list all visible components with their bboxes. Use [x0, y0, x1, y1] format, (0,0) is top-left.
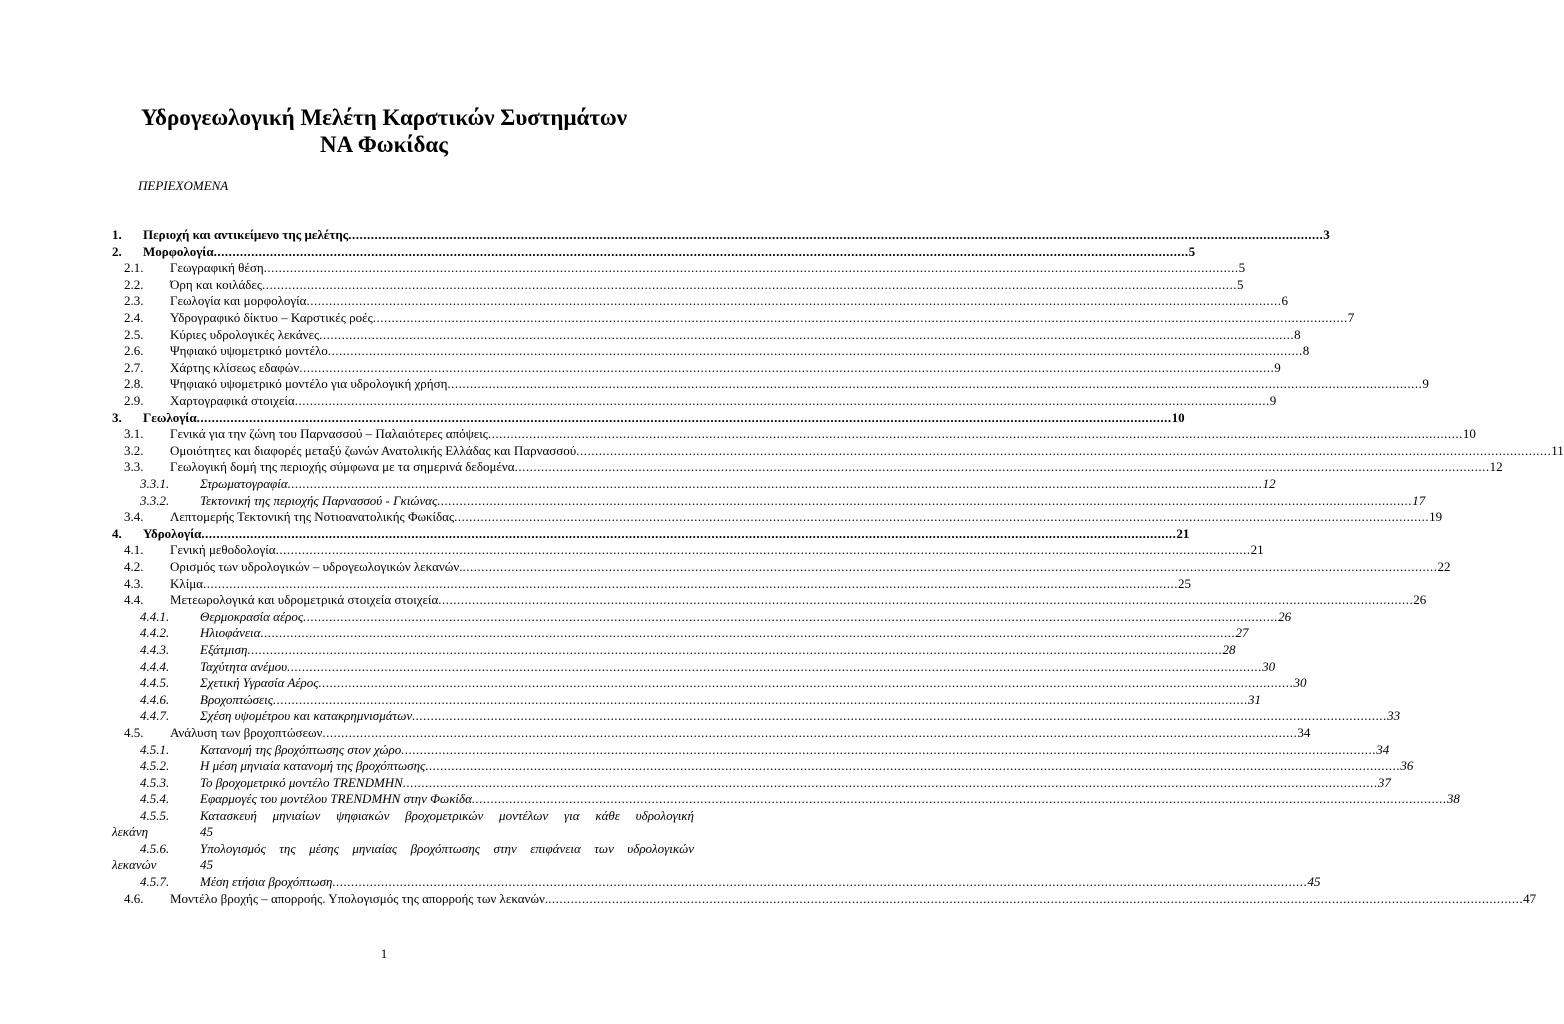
toc-entry[interactable]	[0, 658, 1276, 675]
dot-leader: ....................................................................................................................................................................................................................................................................	[348, 227, 1324, 242]
toc-entry-page: 12	[1262, 476, 1276, 491]
toc-entry-title: Χαρτογραφικά στοιχεία	[170, 393, 295, 408]
toc-entry[interactable]	[0, 758, 1414, 774]
toc-entry-title: Γενική μεθοδολογία	[170, 542, 276, 558]
toc-entry-title: Υδρολογία	[143, 525, 202, 541]
toc-entry-title: Περιοχή και αντικείμενο της μελέτης	[143, 227, 349, 242]
toc-entry-number: 2.	[112, 243, 122, 259]
toc-entry-number: 2.9.	[124, 393, 144, 408]
toc-entry[interactable]	[0, 376, 1429, 392]
toc-entry-title: Γεωλογία και μορφολογία	[170, 293, 307, 309]
dot-leader: ....................................................................................................................................................................................................................................................................	[402, 774, 1378, 790]
toc-entry[interactable]	[0, 426, 1476, 442]
toc-entry[interactable]	[0, 691, 1262, 708]
toc-entry[interactable]	[0, 293, 1288, 309]
toc-entry-title: Στρωματογραφία	[200, 476, 288, 491]
toc-entry-number: 4.4.2.	[140, 625, 170, 641]
toc-entry[interactable]	[0, 409, 1185, 426]
toc-entry-page: 5	[1237, 276, 1244, 292]
toc-entry[interactable]	[0, 559, 1451, 575]
toc-entry-page: 5	[1238, 260, 1246, 276]
toc-entry-page: 10	[1462, 426, 1476, 442]
toc-entry-number: 4.4.6.	[140, 691, 170, 707]
toc-entry-wrapped[interactable]	[0, 808, 768, 841]
toc-entry-page: 22	[1437, 559, 1451, 574]
toc-entry-page: 36	[1400, 758, 1414, 774]
dot-leader: ....................................................................................................................................................................................................................................................................	[372, 310, 1348, 325]
toc-entry-number: 4.2.	[124, 559, 144, 574]
dot-leader: ....................................................................................................................................................................................................................................................................	[471, 791, 1447, 807]
toc-entry-title: Εφαρμογές του μοντέλου TRENDMHN στην Φωκίδα	[200, 791, 472, 807]
toc-entry-number: 4.4.3.	[140, 642, 170, 657]
toc-entry-number: 3.1.	[124, 426, 144, 442]
toc-entry-number: 2.1.	[124, 260, 144, 276]
toc-entry[interactable]	[0, 442, 1564, 459]
toc-entry-number: 4.5.6.	[140, 841, 170, 857]
toc-entry-title: Όρη και κοιλάδες	[170, 276, 263, 292]
toc-entry-number: 2.6.	[124, 343, 144, 359]
toc-entry-page: 30	[1262, 658, 1276, 674]
toc-entry-title: Ψηφιακό υψομετρικό μοντέλο για υδρολογική χρήση	[170, 376, 448, 392]
toc-entry[interactable]	[0, 359, 1281, 376]
toc-entry-page: 12	[1489, 459, 1503, 475]
toc-entry-number: 4.	[112, 525, 122, 541]
toc-entry-number: 4.4.	[124, 592, 144, 608]
toc-entry[interactable]	[0, 243, 1196, 260]
toc-entry-page: 34	[1376, 741, 1390, 757]
toc-entry-title: Ανάλυση των βροχοπτώσεων	[170, 725, 323, 740]
dot-leader: ....................................................................................................................................................................................................................................................................	[332, 874, 1308, 890]
toc-entry-page: 30	[1293, 675, 1307, 691]
toc-entry-number: 3.	[112, 409, 122, 425]
toc-entry-title: Κύριες υδρολογικές λεκάνες	[170, 326, 320, 342]
toc-entry-number: 3.3.2.	[140, 492, 170, 508]
toc-entry-number: 4.3.	[124, 575, 144, 591]
toc-entry-page: 33	[1387, 708, 1401, 724]
toc-entry[interactable]	[0, 774, 1391, 791]
toc-entry-title: Γεωλογία	[143, 409, 197, 425]
toc-entry[interactable]	[0, 393, 1277, 409]
toc-entry-title: Κατασκευή μηνιαίων ψηφιακών βροχομετρικών μοντέλων για κάθε υδρολογική	[200, 808, 694, 823]
dot-leader: ....................................................................................................................................................................................................................................................................	[327, 343, 1303, 359]
toc-entry-page: 9	[1269, 393, 1277, 408]
toc-entry-number: 4.4.4.	[140, 658, 170, 674]
toc-entry-title-continuation: λεκανών	[112, 857, 157, 873]
dot-leader: ....................................................................................................................................................................................................................................................................	[303, 608, 1279, 624]
dot-leader: ....................................................................................................................................................................................................................................................................	[196, 409, 1172, 425]
toc-entry-number: 1.	[112, 227, 122, 242]
toc-entry-page: 9	[1274, 359, 1281, 375]
dot-leader: ....................................................................................................................................................................................................................................................................	[447, 376, 1423, 392]
toc-entry-page: 47	[1523, 891, 1537, 906]
toc-entry-title: Σχέση υψομέτρου και κατακρημνισμάτων	[200, 708, 413, 724]
toc-entry-title: Βροχοπτώσεις	[200, 691, 274, 707]
dot-leader: ....................................................................................................................................................................................................................................................................	[514, 459, 1490, 475]
dot-leader: ....................................................................................................................................................................................................................................................................	[548, 891, 1524, 906]
toc-entry[interactable]	[0, 509, 1443, 525]
dot-leader: ....................................................................................................................................................................................................................................................................	[287, 658, 1263, 674]
toc-entry-page: 9	[1422, 376, 1429, 392]
dot-leader: ....................................................................................................................................................................................................................................................................	[576, 442, 1552, 458]
toc-entry-number: 4.4.5.	[140, 675, 170, 691]
toc-entry-title: Γενικά για την ζώνη του Παρνασσού – Παλαιότερες απόψεις	[170, 426, 488, 442]
toc-entry-title: Κατανομή της βροχόπτωσης στον χώρο	[200, 741, 402, 757]
toc-entry-title: Γεωλογική δομή της περιοχής σύμφωνα με τα σημερινά δεδομένα	[170, 459, 515, 475]
toc-entry-wrapped[interactable]	[0, 841, 768, 874]
toc-entry-number: 4.5.2.	[140, 758, 170, 774]
toc-entry[interactable]	[0, 343, 1310, 359]
toc-entry-page: 8	[1302, 343, 1310, 359]
toc-entry-title: Ηλιοφάνεια	[200, 625, 261, 641]
dot-leader: ....................................................................................................................................................................................................................................................................	[306, 293, 1282, 309]
dot-leader: ....................................................................................................................................................................................................................................................................	[287, 476, 1263, 491]
toc-entry-page: 45	[200, 857, 213, 873]
dot-leader: ....................................................................................................................................................................................................................................................................	[275, 542, 1251, 558]
dot-leader: ....................................................................................................................................................................................................................................................................	[202, 575, 1178, 591]
toc-entry-title: Ορισμός των υδρολογικών – υδρογεωλογικών λεκανών.	[170, 559, 463, 574]
toc-entry-number: 4.5.4.	[140, 791, 170, 807]
toc-entry-number: 4.5.1.	[140, 741, 170, 757]
toc-entry-title: Υπολογισμός της μέσης μηνιαίας βροχόπτωσης στην επιφάνεια των υδρολογικών	[200, 841, 694, 857]
dot-leader: ....................................................................................................................................................................................................................................................................	[262, 276, 1238, 292]
toc-entry[interactable]	[0, 260, 1246, 276]
toc-entry-page: 21	[1250, 542, 1264, 558]
toc-entry-number: 4.1.	[124, 542, 144, 558]
contents-heading: ΠΕΡΙΕΧΟΜΕΝΑ	[138, 178, 229, 193]
toc-entry-number: 4.5.	[124, 725, 144, 740]
page-number: 1	[380, 946, 388, 961]
toc-entry-number: 2.7.	[124, 359, 144, 375]
dot-leader: ....................................................................................................................................................................................................................................................................	[425, 758, 1401, 774]
toc-entry[interactable]	[0, 642, 1236, 658]
toc-entry-page: 37	[1377, 774, 1391, 790]
toc-entry-number: 4.5.3.	[140, 774, 170, 790]
toc-entry-page: 34	[1297, 725, 1311, 740]
toc-entry-page: 26	[1278, 608, 1292, 624]
dot-leader: ....................................................................................................................................................................................................................................................................	[437, 492, 1413, 508]
dot-leader: ....................................................................................................................................................................................................................................................................	[201, 525, 1177, 541]
toc-entry-page: 3	[1323, 227, 1330, 242]
toc-entry-page: 45	[1307, 874, 1321, 890]
dot-leader: ....................................................................................................................................................................................................................................................................	[412, 708, 1388, 724]
toc-entry[interactable]	[0, 525, 1190, 542]
toc-entry-page: 5	[1188, 243, 1196, 259]
toc-entry-title: Χάρτης κλίσεως εδαφών	[170, 359, 300, 375]
toc-entry-title: Υδρογραφικό δίκτυο – Καρστικές ροές	[170, 310, 373, 325]
toc-entry-page: 26	[1413, 592, 1427, 608]
toc-entry-page: 21	[1176, 525, 1190, 541]
toc-entry-number: 3.3.	[124, 459, 144, 475]
toc-entry-number: 3.2.	[124, 442, 144, 458]
toc-entry-title: Λεπτομερής Τεκτονική της Νοτιοανατολικής Φωκίδας	[170, 509, 455, 525]
toc-entry-title: Ψηφιακό υψομετρικό μοντέλο	[170, 343, 328, 359]
toc-entry-number: 2.3.	[124, 293, 144, 309]
dot-leader: ....................................................................................................................................................................................................................................................................	[462, 559, 1438, 574]
toc-entry[interactable]	[0, 741, 1390, 758]
toc-entry[interactable]	[0, 227, 1330, 243]
toc-entry-page: 45	[200, 824, 213, 839]
toc-entry[interactable]	[0, 276, 1244, 293]
dot-leader: ....................................................................................................................................................................................................................................................................	[487, 426, 1463, 442]
dot-leader: ....................................................................................................................................................................................................................................................................	[260, 625, 1236, 641]
toc-entry[interactable]	[0, 891, 1537, 907]
toc-entry-title: Μοντέλο βροχής – απορροής. Υπολογισμός της απορροής των λεκανών.	[170, 891, 549, 906]
toc-entry-title: Μέση ετήσια βροχόπτωση	[200, 874, 333, 890]
toc-entry-title-continuation: λεκάνη	[112, 824, 149, 839]
toc-entry[interactable]	[0, 791, 1460, 807]
toc-entry-page: 11	[1551, 442, 1564, 458]
toc-entry[interactable]	[0, 542, 1264, 558]
dot-leader: ....................................................................................................................................................................................................................................................................	[318, 675, 1294, 691]
toc-entry[interactable]	[0, 459, 1503, 475]
toc-entry[interactable]	[0, 608, 1292, 625]
toc-entry-title: Θερμοκρασία αέρος	[200, 608, 304, 624]
dot-leader: ....................................................................................................................................................................................................................................................................	[401, 741, 1377, 757]
toc-entry-page: 27	[1235, 625, 1249, 641]
toc-entry[interactable]	[0, 625, 1249, 641]
toc-entry[interactable]	[0, 476, 1276, 492]
toc-entry-title: Ταχύτητα ανέμου	[200, 658, 288, 674]
toc-entry-page: 38	[1446, 791, 1460, 807]
toc-entry-title: Μετεωρολογικά και υδρομετρικά στοιχεία στοιχεία	[170, 592, 439, 608]
dot-leader: ....................................................................................................................................................................................................................................................................	[319, 326, 1295, 342]
page-title-line-1: Υδρογεωλογική Μελέτη Καρστικών Συστημάτων	[140, 105, 628, 130]
toc-entry-page: 28	[1222, 642, 1236, 657]
toc-entry-title: Κλίμα	[170, 575, 203, 591]
toc-entry-number: 4.4.1.	[140, 608, 170, 624]
toc-entry[interactable]	[0, 492, 1426, 509]
toc-entry-number: 4.5.7.	[140, 874, 170, 890]
toc-entry[interactable]	[0, 675, 1307, 691]
toc-entry-number: 4.5.5.	[140, 808, 170, 823]
toc-entry-number: 2.4.	[124, 310, 144, 325]
toc-entry[interactable]	[0, 310, 1355, 326]
toc-entry-title: Η μέση μηνιαία κατανομή της βροχόπτωσης	[200, 758, 426, 774]
dot-leader: ....................................................................................................................................................................................................................................................................	[273, 691, 1249, 707]
toc-entry-title: Μορφολογία	[143, 243, 214, 259]
dot-leader: ....................................................................................................................................................................................................................................................................	[438, 592, 1414, 608]
toc-entry-page: 8	[1294, 326, 1301, 342]
toc-entry[interactable]	[0, 874, 1321, 890]
toc-entry-page: 10	[1171, 409, 1185, 425]
page-title-line-2: ΝΑ Φωκίδας	[320, 132, 448, 157]
toc-entry[interactable]	[0, 592, 1427, 608]
dot-leader: ....................................................................................................................................................................................................................................................................	[213, 243, 1189, 259]
toc-entry-page: 25	[1177, 575, 1191, 591]
toc-entry-title: Εξάτμιση	[200, 642, 248, 657]
toc-entry-page: 19	[1429, 509, 1443, 525]
toc-entry-number: 4.6.	[124, 891, 144, 906]
toc-entry-page: 31	[1248, 691, 1262, 707]
toc-entry-number: 2.8.	[124, 376, 144, 392]
toc-entry-title: Το βροχομετρικό μοντέλο TRENDMHN	[200, 774, 403, 790]
toc-entry-page: 6	[1281, 293, 1288, 309]
toc-entry-number: 3.3.1.	[140, 476, 170, 491]
toc-entry-title: Ομοιότητες και διαφορές μεταξύ ζωνών Ανατολικής Ελλάδας και Παρνασσού	[170, 442, 577, 458]
dot-leader: ....................................................................................................................................................................................................................................................................	[322, 725, 1298, 740]
toc-entry-title: Τεκτονική της περιοχής Παρνασσού - Γκιώνας	[200, 492, 438, 508]
dot-leader: ....................................................................................................................................................................................................................................................................	[299, 359, 1275, 375]
toc-entry[interactable]	[0, 575, 1191, 592]
toc-entry-title: Σχετική Υγρασία Αέρος	[200, 675, 319, 691]
dot-leader: ....................................................................................................................................................................................................................................................................	[247, 642, 1223, 657]
dot-leader: ....................................................................................................................................................................................................................................................................	[294, 393, 1270, 408]
toc-entry[interactable]	[0, 708, 1401, 724]
toc-entry-title: Γεωγραφική θέση	[170, 260, 264, 276]
dot-leader: ....................................................................................................................................................................................................................................................................	[454, 509, 1430, 525]
toc-entry[interactable]	[0, 725, 1311, 741]
toc-entry[interactable]	[0, 326, 1301, 343]
toc-entry-page: 17	[1412, 492, 1426, 508]
toc-entry-page: 7	[1347, 310, 1355, 325]
toc-entry-number: 4.4.7.	[140, 708, 170, 724]
toc-entry-number: 3.4.	[124, 509, 144, 525]
dot-leader: ....................................................................................................................................................................................................................................................................	[263, 260, 1239, 276]
toc-entry-number: 2.2.	[124, 276, 144, 292]
toc-entry-number: 2.5.	[124, 326, 144, 342]
